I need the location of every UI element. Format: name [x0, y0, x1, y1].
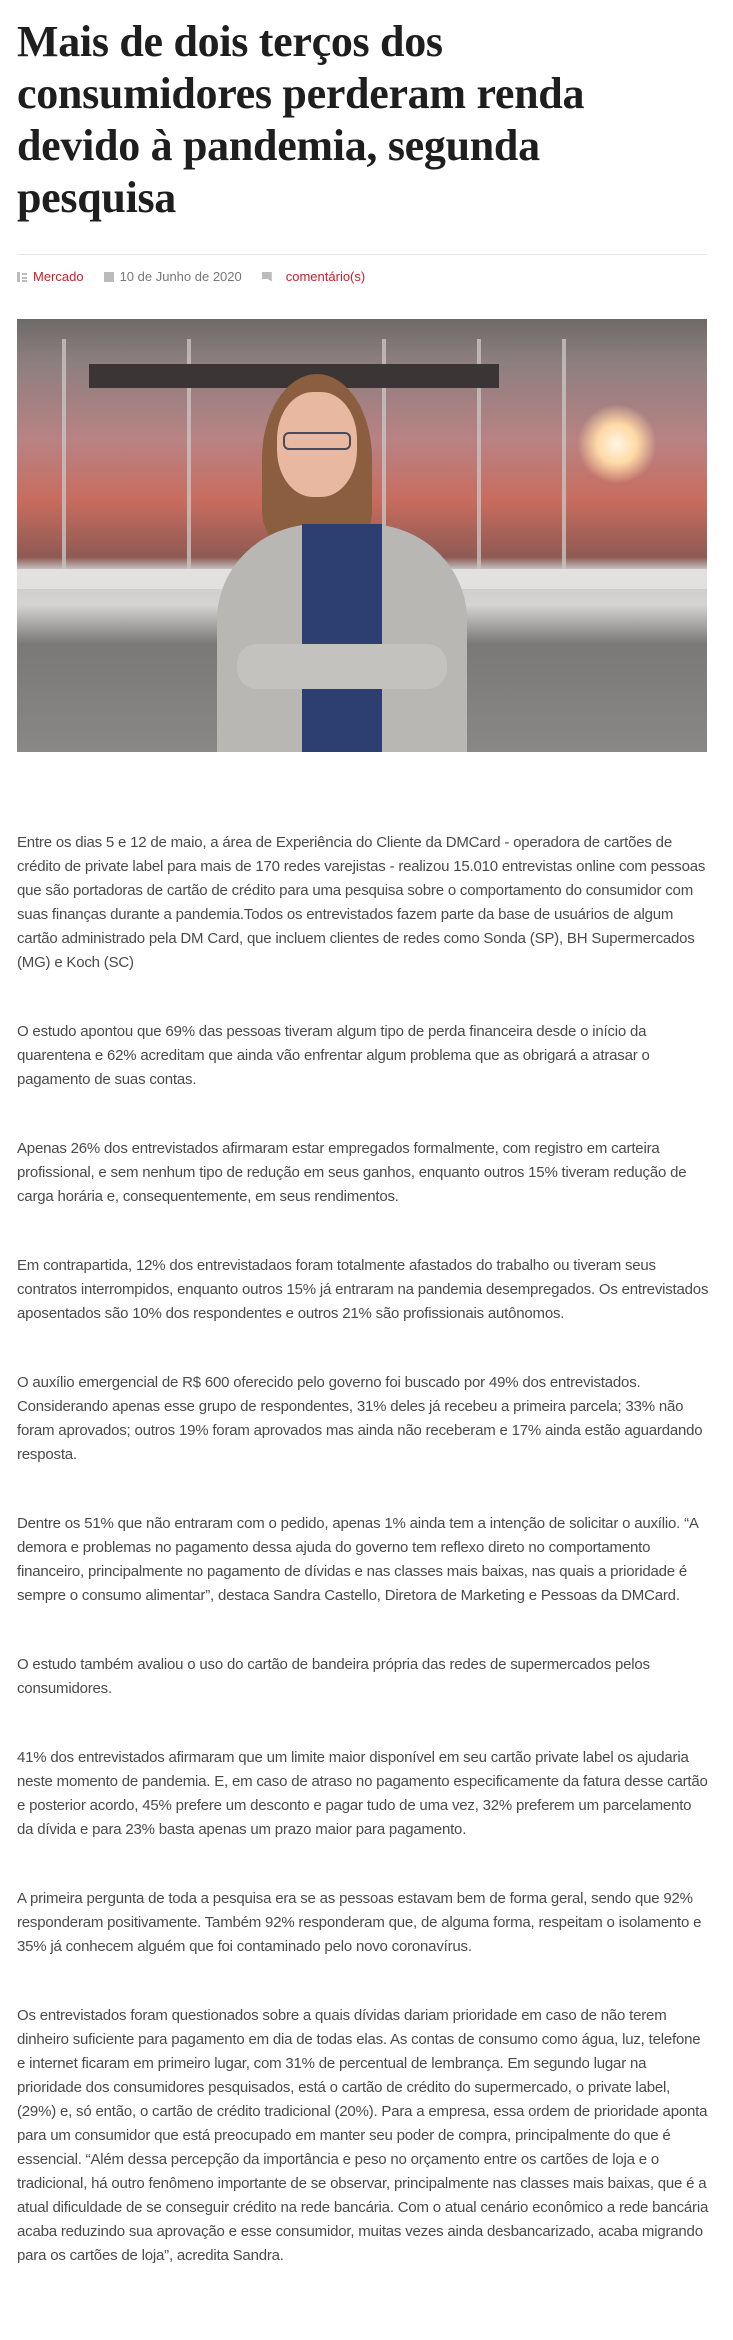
paragraph: Dentre os 51% que não entraram com o pedido, apenas 1% ainda tem a intenção de solicitar o auxílio. “A demora e problemas no pagamento dessa ajuda do governo tem reflexo direto no comportamento financeiro, principalmente no pagamento de dívidas e nas classes mais baixas, nas quais a prioridade é sempre o consumo alimentar”, destaca Sandra Castello, Diretora de Marketing e Pessoas da DMCard. [17, 1515, 698, 1604]
paragraph: 41% dos entrevistados afirmaram que um limite maior disponível em seu cartão private label os ajudaria neste momento de pandemia. E, em caso de atraso no pagamento especificamente da fatura desse cartão e posterior acordo, 45% prefere um desconto e pagar tudo de uma vez, 32% preferem um parcelamento da dívida e para 23% basta apenas um prazo maior para pagamento. [17, 1749, 708, 1838]
paragraph: O auxílio emergencial de R$ 600 oferecido pelo governo foi buscado por 49% dos entrevistados. Considerando apenas esse grupo de respondentes, 31% deles já recebeu a primeira parcela; 33% não foram aprovados; outros 19% foram aprovados mas ainda não receberam e 17% ainda estão aguardando resposta. [17, 1374, 703, 1463]
calendar-icon [104, 272, 114, 282]
paragraph: O estudo também avaliou o uso do cartão de bandeira própria das redes de supermercados pelos consumidores. [17, 1656, 650, 1697]
category-icon [17, 272, 27, 282]
paragraph: Entre os dias 5 e 12 de maio, a área de Experiência do Cliente da DMCard - operadora de cartões de crédito de private label para mais de 170 redes varejistas - realizou 15.010 entrevistas online com pessoas que são portadoras de cartão de crédito para uma pesquisa sobre o comportamento do consumidor com suas finanças durante a pandemia.Todos os entrevistados fazem parte da base de usuários de algum cartão administrado pela DM Card, que incluem clientes de redes como Sonda (SP), BH Supermercados (MG) e Koch (SC) [17, 834, 706, 971]
paragraph: O estudo apontou que 69% das pessoas tiveram algum tipo de perda financeira desde o início da quarentena e 62% acreditam que ainda vão enfrentar algum problema que as obrigará a atrasar o pagamento de suas contas. [17, 1023, 650, 1088]
article-title: Mais de dois terços dos consumidores perderam renda devido à pandemia, segunda pesquisa [17, 17, 585, 222]
category-link[interactable]: Mercado [33, 269, 84, 284]
article-photo [17, 319, 707, 752]
divider [17, 254, 707, 255]
article-meta [17, 269, 365, 284]
article [17, 0, 709, 2264]
article-body [17, 831, 709, 2313]
paragraph: Apenas 26% dos entrevistados afirmaram estar empregados formalmente, com registro em carteira profissional, e sem nenhum tipo de redução em seus ganhos, enquanto outros 15% tiveram redução de carga horária e, consequentemente, em seus rendimentos. [17, 1140, 687, 1205]
comment-icon [262, 272, 272, 282]
paragraph: Os entrevistados foram questionados sobre a quais dívidas dariam prioridade em caso de não terem dinheiro suficiente para pagamento em dia de todas elas. As contas de consumo como água, luz, telefone e internet ficaram em primeiro lugar, com 31% de percentual de lembrança. Em segundo lugar na prioridade dos consumidores pesquisados, está o cartão de crédito do supermercado, o private label, (29%) e, só então, o cartão de crédito tradicional (20%). Para a empresa, essa ordem de prioridade aponta para um consumidor que está preocupado em manter seu poder de compra, principalmente do que é essencial. “Além dessa percepção da importância e peso no orçamento entre os cartões de loja e o tradicional, há outro fenômeno importante de se observar, principalmente nas classes mais baixas, que é a atual dificuldade de se conseguir crédito na rede bancária. Com o atual cenário econômico a rede bancária acaba reduzindo sua aprovação e esse consumidor, muitas vezes ainda desbancarizado, acaba migrando para os cartões de loja”, acredita Sandra. [17, 2007, 709, 2264]
publish-date: 10 de Junho de 2020 [119, 269, 242, 284]
paragraph: A primeira pergunta de toda a pesquisa era se as pessoas estavam bem de forma geral, sendo que 92% responderam positivamente. Também 92% responderam que, de alguma forma, respeitam o isolamento e 35% já conhecem alguém que foi contaminado pelo novo coronavírus. [17, 1890, 702, 1955]
paragraph: Em contrapartida, 12% dos entrevistadaos foram totalmente afastados do trabalho ou tiveram seus contratos interrompidos, enquanto outros 15% já entraram na pandemia desempregados. Os entrevistados aposentados são 10% dos respondentes e outros 21% são profissionais autônomos. [17, 1257, 709, 1322]
comments-link[interactable]: comentário(s) [285, 269, 366, 284]
